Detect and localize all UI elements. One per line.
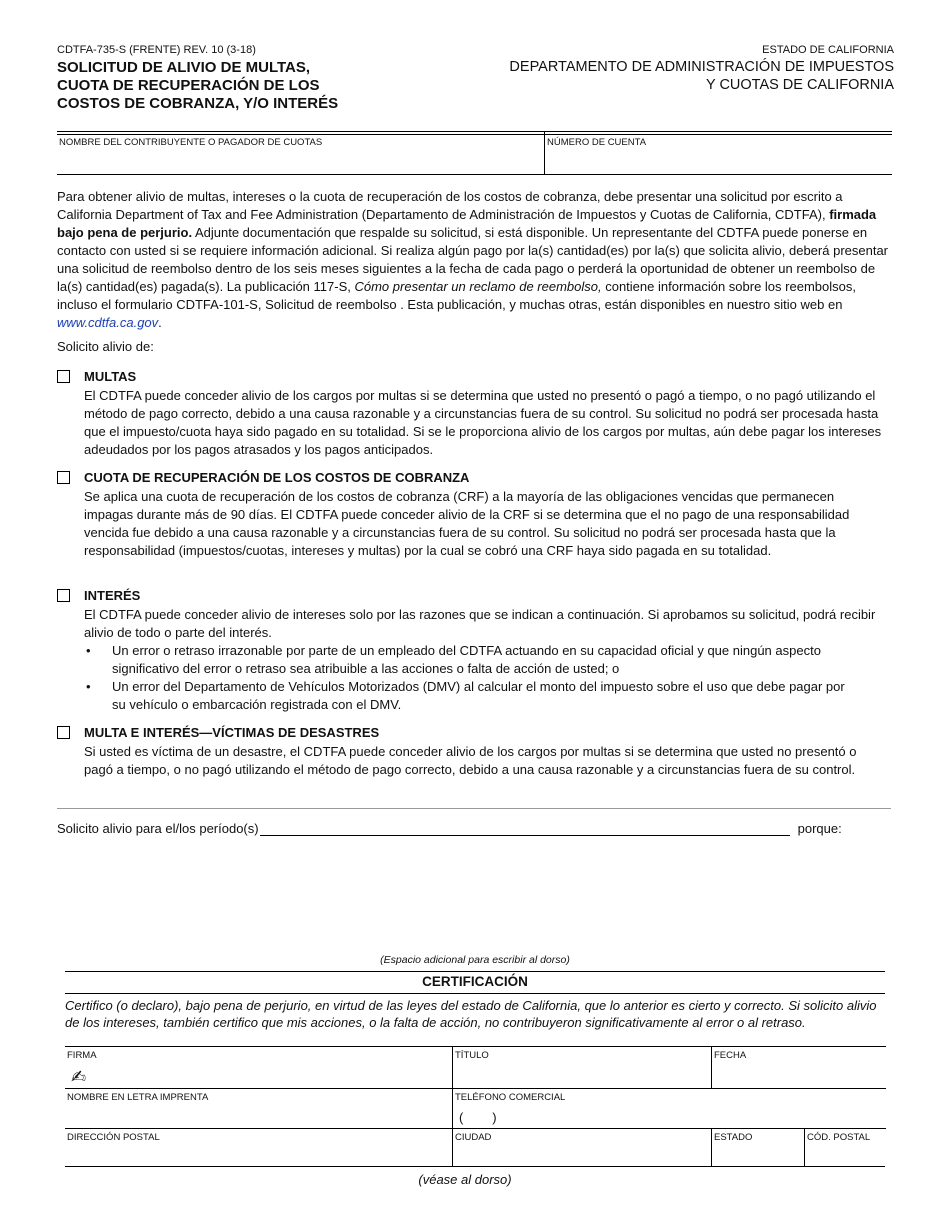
section-interes [57, 586, 897, 714]
zip-code-field[interactable] [804, 1128, 886, 1167]
section-title: INTERÉS [84, 587, 141, 603]
state-field[interactable] [711, 1128, 805, 1167]
state-label: ESTADO [714, 1132, 753, 1143]
signature-label: FIRMA [67, 1050, 97, 1061]
form-title-line: CUOTA DE RECUPERACIÓN DE LOS [57, 77, 320, 94]
crf-checkbox[interactable] [57, 471, 70, 484]
section-title: MULTA E INTERÉS—VÍCTIMAS DE DESASTRES [84, 724, 380, 740]
intro-paragraph [57, 188, 897, 332]
periods-input[interactable] [260, 819, 790, 836]
area-code-parens: ( ) [459, 1110, 497, 1125]
account-number-label: NÚMERO DE CUENTA [547, 137, 647, 148]
section-title: MULTAS [84, 368, 137, 384]
taxpayer-name-field[interactable] [57, 131, 544, 175]
department-name [509, 58, 894, 94]
state-name: ESTADO DE CALIFORNIA [762, 44, 894, 56]
section-body: Se aplica una cuota de recuperación de los costos de cobranza (CRF) a la mayoría de las obligaciones vencidas que permanecen impagas durante más de 90 días. El CDTFA puede conceder alivio de la CRF si se determina que el no pago de una responsabilidad vencida fue debido a una causa razonable y a circunstancias fuera de su control. Su solicitud no podrá ser procesada hasta que la responsabilidad (impuestos/cuotas, intereses y multas) por la cual se cobró una CRF haya sido pagada en su totalidad. [84, 489, 850, 558]
section-body: El CDTFA puede conceder alivio de intereses solo por las razones que se indican a continuación. Si aprobamos su solicitud, podrá recibir alivio de todo o parte del interés. [84, 607, 876, 640]
agency-block [509, 44, 894, 94]
because-label: porque: [797, 821, 842, 836]
list-item: • Un error del Departamento de Vehículos Motorizados (DMV) al calcular el monto del impuesto sobre el uso que debe pagar por su vehículo o embarcación registrada con el DMV. [86, 678, 856, 714]
city-label: CIUDAD [455, 1132, 492, 1143]
print-name-label: NOMBRE EN LETRA IMPRENTA [67, 1092, 209, 1103]
intro-text: . [158, 315, 162, 330]
date-field[interactable] [711, 1046, 886, 1089]
department-line: Y CUOTAS DE CALIFORNIA [706, 77, 894, 93]
website-link[interactable]: www.cdtfa.ca.gov [57, 315, 159, 330]
intro-bold-text: firmada bajo pena de perjurio. [57, 207, 877, 240]
see-reverse-note: (véase al dorso) [418, 1172, 512, 1187]
zip-code-label: CÓD. POSTAL [807, 1132, 871, 1143]
section-desastres [57, 723, 897, 779]
publication-title: Cómo presentar un reclamo de reembolso, [354, 279, 602, 294]
intro-text: Para obtener alivio de multas, intereses o la cuota de recuperación de los costos de cobranza, debe presentar una solicitud por escrito a California Department of Tax and Fee Administration (Departamento de Administración de Impuestos y Cuotas de California, CDTFA), [57, 189, 843, 222]
list-item: • Un error o retraso irrazonable por parte de un empleado del CDTFA actuando en su capacidad oficial y que ningún aspecto significativo del error o retraso sea atribuible a las acciones o falta de acción de usted; o [86, 642, 856, 678]
print-name-field[interactable] [65, 1088, 452, 1129]
title-field[interactable] [452, 1046, 712, 1089]
business-phone-label: TELÉFONO COMERCIAL [455, 1092, 566, 1103]
section-title: CUOTA DE RECUPERACIÓN DE LOS COSTOS DE COBRANZA [84, 469, 470, 485]
title-label: TÍTULO [455, 1050, 489, 1061]
divider [65, 971, 885, 972]
request-label: Solicito alivio de: [57, 339, 154, 354]
desastres-checkbox[interactable] [57, 726, 70, 739]
mailing-address-field[interactable] [65, 1128, 452, 1167]
form-code: CDTFA-735-S (FRENTE) REV. 10 (3-18) [57, 44, 256, 56]
signature-field[interactable] [65, 1046, 452, 1089]
pen-icon: ✍ [71, 1067, 87, 1087]
form-title-line: COSTOS DE COBRANZA, Y/O INTERÉS [57, 95, 339, 112]
divider [65, 993, 885, 994]
intro-text: contiene información sobre los reembolsos, incluso el formulario CDTFA-101-S, Solicitud de reembolso . Esta publicación, y muchas otras, están disponibles en nuestro sitio web en [57, 279, 856, 312]
account-number-field[interactable] [544, 131, 892, 175]
form-title [57, 59, 377, 113]
form-title-line: SOLICITUD DE ALIVIO DE MULTAS, [57, 59, 311, 76]
section-crf [57, 468, 897, 560]
section-body: Si usted es víctima de un desastre, el CDTFA puede conceder alivio de los cargos por multas si se determina que usted no presentó o pagó a tiempo, o no pagó utilizando el método de pago correcto, debido a una causa razonable y a circunstancias fuera de su control. [84, 744, 857, 777]
periods-row [57, 819, 891, 836]
mailing-address-label: DIRECCIÓN POSTAL [67, 1132, 160, 1143]
business-phone-field[interactable] [452, 1088, 886, 1129]
section-body: El CDTFA puede conceder alivio de los cargos por multas si se determina que usted no presentó o pagó a tiempo, o no pagó utilizando el método de pago correcto, debido a una causa razonable y a circunstancias fuera de su control. Su solicitud no podrá ser procesada hasta que el impuesto/cuota haya sido pagado en su totalidad. Si se le proporciona alivio de los cargos por multas, aún debe pagar los intereses adeudados por los pagos atrasados y los pagos anticipados. [84, 388, 882, 457]
extra-space-note: (Espacio adicional para escribir al dorso) [380, 954, 570, 966]
date-label: FECHA [714, 1050, 747, 1061]
department-line: DEPARTAMENTO DE ADMINISTRACIÓN DE IMPUESTOS [509, 59, 894, 75]
divider [65, 1166, 885, 1167]
certification-title: CERTIFICACIÓN [422, 974, 528, 989]
interes-checkbox[interactable] [57, 589, 70, 602]
certification-text: Certifico (o declaro), bajo pena de perjurio, en virtud de las leyes del estado de California, que lo anterior es cierto y correcto. Si solicito alivio de los intereses, también certifico que mis acciones, o la falta de acción, no contribuyeron significativamente al error o al retraso. [65, 998, 877, 1030]
section-multas [57, 367, 897, 459]
multas-checkbox[interactable] [57, 370, 70, 383]
city-field[interactable] [452, 1128, 712, 1167]
intro-text: Adjunte documentación que respalde su solicitud, si está disponible. Un representante del CDTFA puede ponerse en contacto con usted si se requiere información adicional. Si realiza algún pago por la(s) cantidad(es) por la(s) que solicita alivio, deberá presentar una solicitud de reembolso dentro de los seis meses siguientes a la fecha de cada pago o perderá la oportunidad de obtener un reembolso de la(s) cantidad(es) pagada(s). La publicación 117-S, [57, 225, 889, 294]
divider [57, 808, 891, 809]
interest-reasons-list [86, 642, 856, 714]
periods-label: Solicito alivio para el/los período(s) [57, 821, 259, 836]
taxpayer-name-label: NOMBRE DEL CONTRIBUYENTE O PAGADOR DE CUOTAS [59, 137, 323, 148]
